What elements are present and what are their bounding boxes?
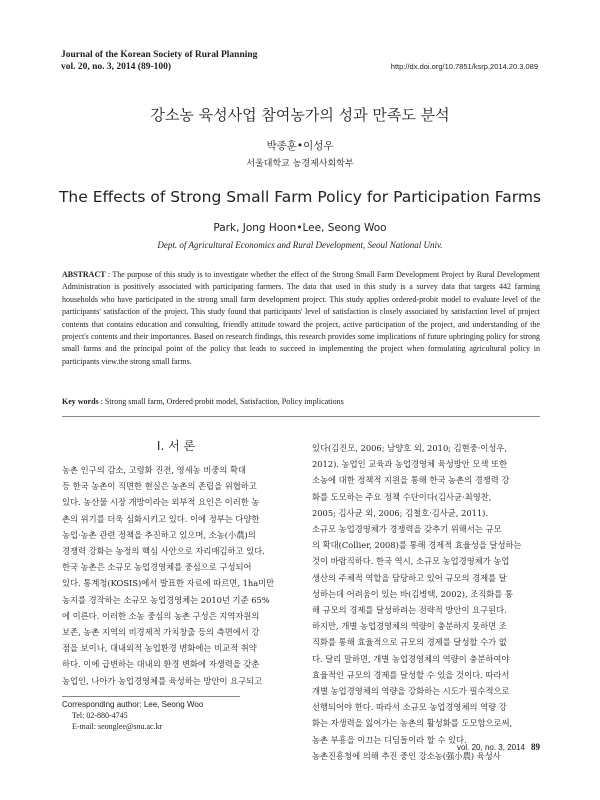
korean-title: 강소농 육성사업 참여농가의 성과 만족도 분석: [150, 106, 450, 124]
body-line: 소규모 농업경영체가 경쟁력을 갖추기 위해서는 규모: [312, 524, 502, 535]
korean-affiliation: 서울대학교 농경제사회학부: [246, 159, 354, 169]
keywords-label: Key words: [62, 397, 99, 406]
body-line: 농업인, 나아가 농업경영체를 육성하는 방안이 요구되고: [62, 675, 263, 686]
page-footer: [457, 742, 540, 752]
body-line: 촌의 위기를 더욱 심화시키고 있다. 이에 정부는 다양한: [62, 513, 260, 524]
english-affiliation: Dept. of Agricultural Economics and Rural Development, Seoul National Univ.: [157, 240, 443, 250]
body-line: 의 확대(Collier, 2008)를 통해 경제적 효율성을 달성하는: [312, 540, 522, 551]
page-number: 89: [531, 742, 540, 752]
journal-name: Journal of the Korean Society of Rural Planning: [61, 50, 258, 60]
footnote-divider: [62, 696, 240, 697]
body-line: 농업·농촌 관련 정책을 추진하고 있으며, 소농(小農)의: [62, 529, 256, 540]
keywords: [62, 397, 540, 406]
body-line: 등 한국 농촌이 직면한 현실은 농촌의 존립을 위협하고: [62, 481, 257, 492]
body-line: 점을 보이나, 대내외적 농업환경 변화에는 비교적 취약: [62, 643, 257, 654]
body-left-column: [62, 462, 291, 689]
body-line: 개별 농업경영체의 역량을 강화하는 시도가 필수적으로: [312, 686, 510, 697]
body-line: 있다(김진모, 2006; 남양호 외, 2010; 김현중·이성우,: [312, 443, 508, 453]
body-line: 화를 도모하는 주요 정책 수단이다(김사균·최영찬,: [312, 491, 492, 502]
abstract-text: : The purpose of this study is to investigate whether the effect of the Strong Small Farm Development Project by Rural Development Administration is positively associated with participating farmers. The data that used in this study is a survey data that targets 442 farming households who have participated in the strong small farm development project. This study applies ordered-probit model to evaluate level of the participants' satisfaction of the project. This study found that participants' level of satisfaction is closely associated by satisfaction level of project contents that contains education and consulting, friendly attitude toward the project, active participation of the project, and understanding of the project's contents and their importances. Based on research findings, this research provides some implications of future upbringing policy for strong small farms and the principal point of the policy that leads to succeed in implementing the project when formulating agricultural policy in participants view.the strong small farms.: [62, 270, 541, 366]
body-line: 하지만, 개별 농업경영체의 역량이 충분하지 못하면 조: [312, 621, 507, 632]
body-line: 것이 바람직하다. 한국 역시, 소규모 농업경영체가 농업: [312, 556, 510, 567]
body-line: 직화를 통해 효율적으로 규모의 경제를 달성할 수가 없: [312, 637, 507, 648]
body-line: 한국 농촌은 소규모 농업경영체를 중심으로 구성되어: [62, 562, 252, 573]
author-telephone: Tel: 02-880-4745: [72, 711, 128, 720]
section-title: Ⅰ. 서 론: [156, 439, 196, 453]
body-line: 2012). 농업인 교육과 농업경영체 육성방안 모색 또한: [312, 459, 508, 470]
body-line: 농촌 인구의 감소, 고령화 진전, 영세농 비중의 확대: [62, 465, 247, 475]
body-line: 농촌 부흥을 이끄는 디딤돌이라 할 수 있다.: [312, 734, 467, 745]
section-divider: [62, 416, 540, 417]
doi-link[interactable]: http://dx.doi.org/10.7851/ksrp.2014.20.3.089: [390, 62, 538, 71]
abstract-label: ABSTRACT: [62, 270, 106, 279]
body-line: 경쟁력 강화는 농정의 핵심 사안으로 자리매김하고 있다.: [62, 546, 265, 557]
body-line: 소농에 대한 정책적 지원을 통해 한국 농촌의 경쟁력 강: [312, 475, 510, 486]
journal-issue: vol. 20, no. 3, 2014 (89-100): [61, 62, 172, 72]
korean-authors: 박종훈•이성우: [266, 140, 334, 152]
body-line: 성하는데 어려움이 있는 바(김병택, 2002), 조직화를 통: [312, 588, 513, 599]
body-line: 있다. 통계청(KOSIS)에서 발표한 자료에 따르면, 1ha미만: [62, 578, 275, 589]
abstract: [62, 269, 540, 368]
footer-issue: vol. 20, no. 3, 2014: [456, 743, 525, 752]
body-line: 화는 자생력을 잃어가는 농촌의 활성화를 도모함으로써,: [312, 718, 513, 729]
keywords-text: : Strong small farm, Ordered probit model, Satisfaction, Policy implications: [100, 397, 344, 406]
body-line: 있다. 농산물 시장 개방이라는 외부적 요인은 이러한 농: [62, 497, 260, 508]
body-line: 보존, 농촌 지역의 비경제적 가치창출 등의 측면에서 강: [62, 627, 260, 638]
body-line: 농촌진흥청에 의해 추진 중인 강소농(强小農) 육성사: [312, 750, 501, 761]
body-line: 하다. 이에 급변하는 대내외 환경 변화에 자생력을 갖춘: [62, 659, 260, 670]
body-line: 생산의 주체적 역할을 담당하고 있어 규모의 경제를 달: [312, 572, 507, 583]
english-authors: Park, Jong Hoon•Lee, Seong Woo: [213, 222, 387, 234]
body-line: 2005; 김사균 외, 2006; 김철호·김사균, 2011).: [312, 507, 489, 518]
body-line: 농지를 경작하는 소규모 농업경영체는 2010년 기준 65%: [62, 594, 270, 605]
body-line: 다. 달리 말하면, 개별 농업경영체의 역량이 충분하여야: [312, 653, 510, 664]
body-line: 에 이른다. 이러한 소농 중심의 농촌 구성은 지역자원의: [62, 610, 260, 621]
body-line: 효율적인 규모의 경제를 달성할 수 있을 것이다. 따라서: [312, 669, 510, 680]
body-line: 선행되어야 한다. 따라서 소규모 농업경영체의 역량 강: [312, 702, 507, 713]
body-line: 해 규모의 경제를 달성하려는 전략적 방안이 요구된다.: [312, 605, 507, 616]
author-email[interactable]: E-mail: seonglee@snu.ac.kr: [72, 722, 163, 731]
body-right-column: [312, 440, 541, 764]
corresponding-author: Corresponding author: Lee, Seong Woo: [62, 700, 204, 709]
english-title: The Effects of Strong Small Farm Policy for Participation Farms: [58, 188, 542, 206]
